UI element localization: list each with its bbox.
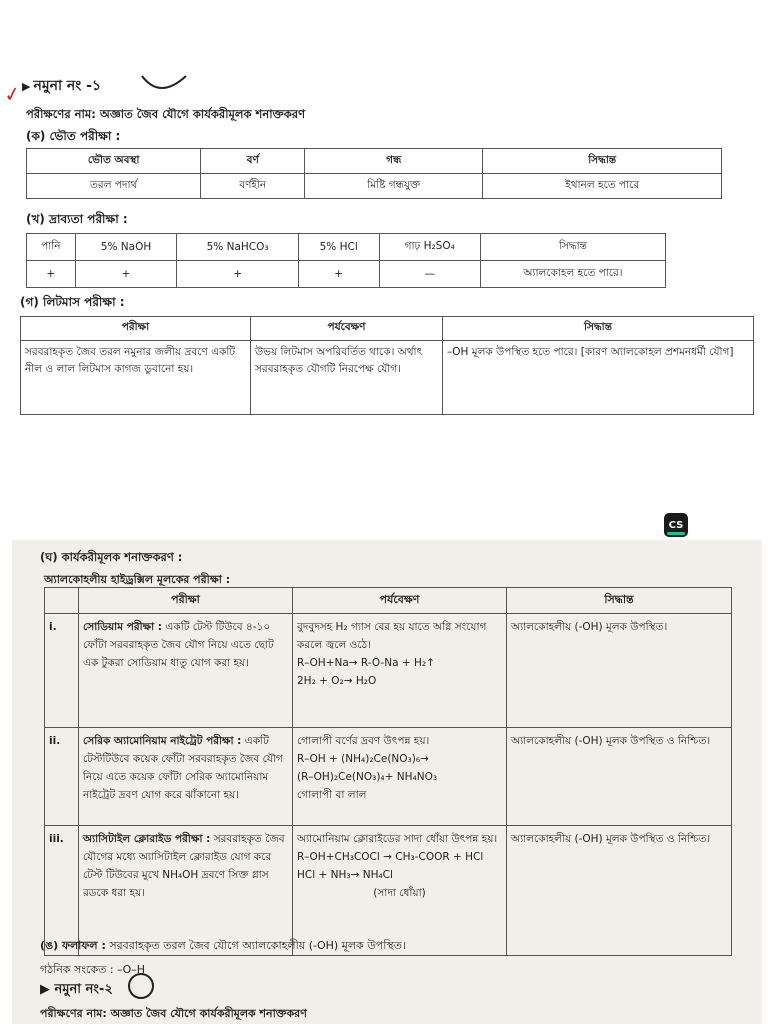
header-cell: বর্ণ bbox=[201, 149, 305, 174]
structural-formula: গঠনিক সংকেত : –O–H bbox=[40, 963, 145, 976]
camscanner-badge bbox=[664, 513, 688, 537]
table-row bbox=[45, 614, 732, 728]
header-cell: পরীক্ষা bbox=[79, 588, 293, 614]
table-cell: + bbox=[177, 261, 298, 288]
table-row bbox=[45, 826, 732, 956]
header-cell: সিদ্ধান্ত bbox=[480, 234, 665, 261]
header-cell: 5% NaHCO₃ bbox=[177, 234, 298, 261]
row-number: iii. bbox=[45, 826, 79, 956]
test-name: পরীক্ষণের নাম: অজ্ঞাত জৈব যৌগে কার্যকরীমূলক শনাক্তকরণ bbox=[26, 107, 306, 121]
equation: 2H₂ + O₂→ H₂O bbox=[297, 675, 377, 687]
header-cell: গাঢ় H₂SO₄ bbox=[379, 234, 480, 261]
table-cell: মিষ্টি গন্ধযুক্ত bbox=[305, 174, 483, 199]
equation: (R–OH)₂Ce(NO₃)₄+ NH₄NO₃ bbox=[297, 771, 438, 783]
observation-cell bbox=[293, 614, 507, 728]
header-cell: সিদ্ধান্ত bbox=[507, 588, 732, 614]
test-title: সোডিয়াম পরীক্ষা : bbox=[83, 621, 163, 633]
table-cell: অ্যালকোহল হতে পারে। bbox=[480, 261, 665, 288]
equation: R–OH + (NH₄)₂Ce(NO₃)₆→ bbox=[297, 753, 429, 765]
table-cell: সরবরাহকৃত জৈব তরল নমুনার জলীয় দ্রবণে একটি নীল ও লাল লিটমাস কাগজ ডুবানো হয়। bbox=[21, 341, 251, 415]
litmus-test-table bbox=[20, 316, 754, 415]
row-number: i. bbox=[45, 614, 79, 728]
result-label: (ঙ) ফলাফল : bbox=[40, 939, 106, 952]
equation: R–OH+CH₃COCl → CH₃-COOR + HCl bbox=[297, 851, 484, 863]
section-d-subtitle: অ্যালকোহলীয় হাইড্রক্সিল মূলকের পরীক্ষা : bbox=[44, 573, 231, 586]
observation-text: বুদবুদসহ H₂ গ্যাস বের হয় যাতে অগ্নি সংযোগ করলে জ্বলে ওঠে। bbox=[297, 621, 487, 651]
play-arrow-icon: ▶ bbox=[40, 982, 55, 997]
test-name-2: পরীক্ষণের নাম: অজ্ঞাত জৈব যৌগে কার্যকরীমূলক শনাক্তকরণ bbox=[40, 1007, 307, 1020]
table-cell: + bbox=[27, 261, 76, 288]
physical-test-table bbox=[26, 148, 722, 199]
header-cell: পানি bbox=[27, 234, 76, 261]
table-cell: + bbox=[298, 261, 379, 288]
header-cell: গন্ধ bbox=[305, 149, 483, 174]
sample-2-heading-text: নমুনা নং-২ bbox=[54, 982, 113, 997]
observation-cell bbox=[293, 728, 507, 826]
test-cell bbox=[79, 728, 293, 826]
sample-2-heading bbox=[40, 980, 113, 1001]
header-cell: পর্যবেক্ষণ bbox=[293, 588, 507, 614]
test-title: অ্যাসিটাইল ক্লোরাইড পরীক্ষা : bbox=[83, 833, 211, 845]
red-check-mark-icon: ✓ bbox=[2, 80, 23, 108]
decision-cell: অ্যালকোহলীয় (-OH) মূলক উপস্থিত ও নিশ্চিত। bbox=[507, 728, 732, 826]
observation-text: গোলাপী বর্ণের দ্রবণ উৎপন্ন হয়। bbox=[297, 735, 430, 747]
table-row bbox=[45, 728, 732, 826]
table-cell: — bbox=[379, 261, 480, 288]
hand-drawn-swoosh-icon bbox=[140, 66, 188, 96]
header-cell: সিদ্ধান্ত bbox=[443, 317, 754, 341]
test-text: একটি টেস্ট টিউবে ৪-১০ ফোঁটা সরবরাহকৃত জৈব যৌগ নিয়ে এতে ছোট এক টুকরা সোডিয়াম ধাতু যোগ করা হয়। bbox=[83, 621, 274, 669]
equation-note: (সাদা ধোঁয়া) bbox=[373, 887, 426, 899]
table-header-row bbox=[45, 588, 732, 614]
header-cell: পর্যবেক্ষণ bbox=[251, 317, 443, 341]
header-cell: 5% HCl bbox=[298, 234, 379, 261]
test-text: সরবরাহকৃত জৈব যৌগের মধ্যে অ্যাসিটাইল ক্লোরাইড যোগ করে টেস্ট টিউবের মুখে NH₄OH দ্রবণে সিক্ত গ্লাস রডকে ধরা হয়। bbox=[83, 833, 285, 899]
sample-heading-text: নমুনা নং -১ bbox=[33, 78, 102, 94]
equation: HCl + NH₃→ NH₄Cl bbox=[297, 869, 393, 881]
section-a-label: (ক) ভৌত পরীক্ষা : bbox=[26, 129, 121, 143]
sample-heading bbox=[22, 74, 101, 98]
table-cell: –OH মূলক উপস্থিত হতে পারে। [কারণ অ্যালকোহল প্রশমনধর্মী যৌগ] bbox=[443, 341, 754, 415]
decision-cell: অ্যালকোহলীয় (-OH) মূলক উপস্থিত। bbox=[507, 614, 732, 728]
observation-cell bbox=[293, 826, 507, 956]
section-d-label: (ঘ) কার্যকরীমূলক শনাক্তকরণ : bbox=[40, 550, 183, 564]
section-b-label: (খ) দ্রাব্যতা পরীক্ষা : bbox=[26, 212, 128, 226]
test-cell bbox=[79, 614, 293, 728]
table-cell: + bbox=[75, 261, 177, 288]
test-cell bbox=[79, 826, 293, 956]
table-cell: উভয় লিটমাস অপরিবর্তিত থাকে। অর্থাৎ সরবরাহকৃত যৌগটি নিরপেক্ষ যৌগ। bbox=[251, 341, 443, 415]
play-arrow-icon: ▶ bbox=[22, 79, 31, 93]
header-cell: পরীক্ষা bbox=[21, 317, 251, 341]
decision-cell: অ্যালকোহলীয় (-OH) মূলক উপস্থিত ও নিশ্চিত। bbox=[507, 826, 732, 956]
solubility-test-table bbox=[26, 233, 666, 288]
header-cell-number bbox=[45, 588, 79, 614]
test-title: সেরিক অ্যামোনিয়াম নাইট্রেট পরীক্ষা : bbox=[83, 735, 242, 747]
camscanner-badge-text: CS bbox=[668, 519, 684, 531]
hand-drawn-circle-icon bbox=[128, 973, 154, 999]
observation-text: অ্যামোনিয়াম ক্লোরাইডের সাদা ধোঁয়া উৎপন্ন হয়। bbox=[297, 833, 498, 845]
hydroxyl-test-table bbox=[44, 587, 732, 956]
table-row bbox=[27, 174, 722, 199]
result-text: সরবরাহকৃত তরল জৈব যৌগে অ্যালকোহলীয় (-OH) মূলক উপস্থিত। bbox=[109, 939, 406, 952]
section-c-label: (গ) লিটমাস পরীক্ষা : bbox=[20, 295, 125, 309]
table-row bbox=[27, 261, 666, 288]
header-cell: ভৌত অবস্থা bbox=[27, 149, 201, 174]
header-cell: 5% NaOH bbox=[75, 234, 177, 261]
equation: R–OH+Na→ R-O-Na + H₂↑ bbox=[297, 657, 435, 669]
test-text: একটি টেস্টটিউবে কয়েক ফোঁটা সরবরাহকৃত জৈব যৌগ নিয়ে এতে কয়েক ফোঁটা সেরিক অ্যামোনিয়াম নাইট্রেট দ্রবণ যোগ করে ঝাঁকানো হয়। bbox=[83, 735, 283, 801]
table-cell: ইথানল হতে পারে bbox=[483, 174, 722, 199]
equation-note: গোলাপী বা লাল bbox=[297, 789, 367, 801]
result-line bbox=[40, 937, 406, 956]
table-cell: বর্ণহীন bbox=[201, 174, 305, 199]
header-cell: সিদ্ধান্ত bbox=[483, 149, 722, 174]
table-header-row bbox=[27, 234, 666, 261]
row-number: ii. bbox=[45, 728, 79, 826]
table-cell: তরল পদার্থ bbox=[27, 174, 201, 199]
table-header-row bbox=[21, 317, 754, 341]
table-row bbox=[21, 341, 754, 415]
table-header-row bbox=[27, 149, 722, 174]
